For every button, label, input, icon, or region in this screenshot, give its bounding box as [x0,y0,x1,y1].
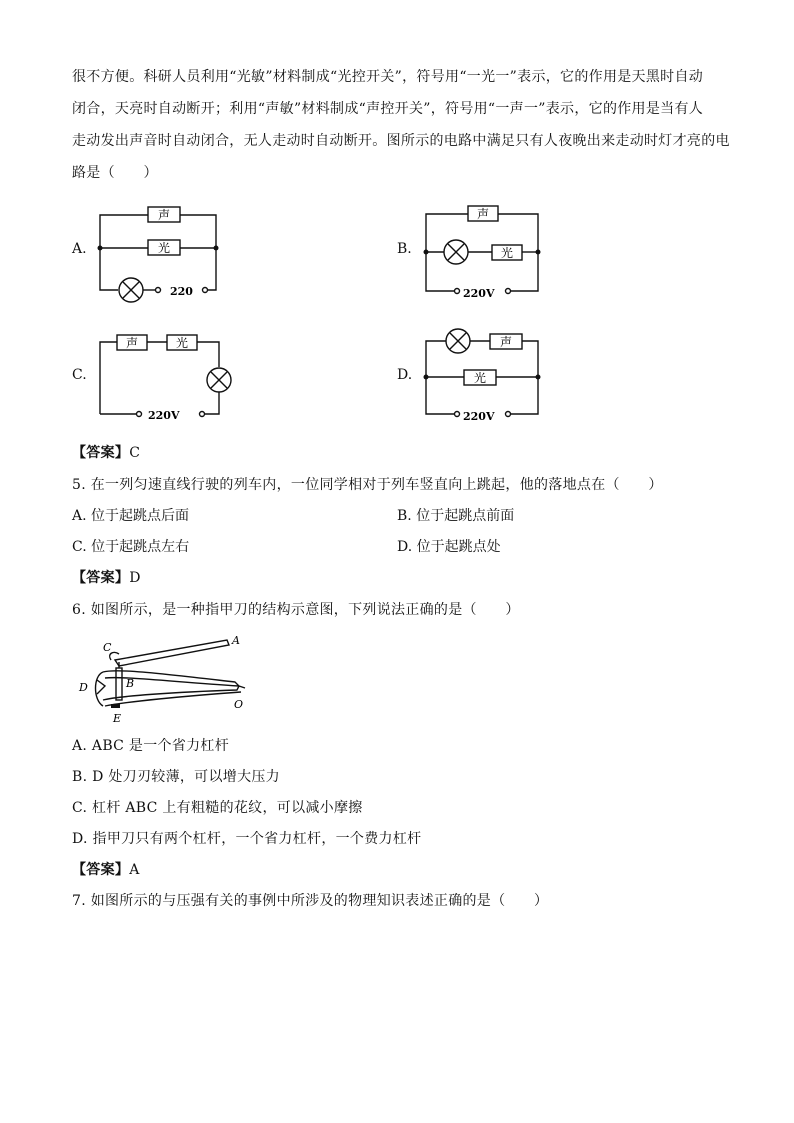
pivot-e-mark [111,704,120,708]
voltage-label: 220V [148,409,180,422]
voltage-label: 220V [463,287,495,300]
nail-clipper-figure [75,630,255,728]
q6-option-c: C. 杠杆 ABC 上有粗糙的花纹，可以减小摩擦 [72,800,363,816]
option-a-label: A. [72,241,87,257]
answer-mark: 【答案】 [72,445,130,461]
q7-stem: 7. 如图所示的与压强有关的事例中所涉及的物理知识表述正确的是（ ） [72,893,549,909]
q5-option-d: D. 位于起跳点处 [397,539,501,555]
q6-option-d: D. 指甲刀只有两个杠杆，一个省力杠杆，一个费力杠杆 [72,831,422,847]
light-switch-label: 光 [473,371,487,385]
circuit-d-figure [420,325,550,425]
answer-mark: 【答案】 [72,862,130,878]
circuit-c-figure [95,330,245,425]
answer-value: D [129,570,141,586]
light-switch-label: 光 [175,336,189,350]
light-switch-label: 光 [157,241,171,255]
q5-option-b: B. 位于起跳点前面 [397,508,515,524]
label-o: O [234,698,244,711]
answer-value: C [129,445,141,461]
junction-dot [214,246,219,251]
junction-dot [536,250,541,255]
label-c: C [103,641,112,654]
sound-switch-label: 声 [157,208,171,222]
sound-switch-label: 声 [125,336,139,350]
sound-switch-label: 声 [476,207,490,221]
junction-dot [424,375,429,380]
label-a: A [232,634,240,647]
option-c-label: C. [72,367,87,383]
circuit-b-figure [420,200,550,300]
intro-line-2: 闭合，天亮时自动断开；利用“声敏”材料制成“声控开关”，符号用“一声一”表示，它的作用是当有人 [72,101,704,117]
label-d: D [79,681,88,694]
q5-option-a: A. 位于起跳点后面 [72,508,190,524]
q6-stem: 6. 如图所示，是一种指甲刀的结构示意图，下列说法正确的是（ ） [72,602,520,618]
intro-line-1: 很不方便。科研人员利用“光敏”材料制成“光控开关”，符号用“一光一”表示，它的作用是天黑时自动 [72,69,704,85]
q5-option-c: C. 位于起跳点左右 [72,539,190,555]
option-d-label: D. [397,367,413,383]
intro-line-4: 路是（ ） [72,165,158,181]
answer-value: A [129,862,140,878]
light-switch-label: 光 [500,246,514,260]
intro-line-3: 走动发出声音时自动闭合，无人走动时自动断开。图所示的电路中满足只有人夜晚出来走动时灯才亮的电 [72,133,730,149]
q6-option-b: B. D 处刀刃较薄，可以增大压力 [72,769,280,785]
option-b-label: B. [397,241,412,257]
q6-answer [72,859,140,879]
q6-option-a: A. ABC 是一个省力杠杆 [72,738,230,754]
q4-answer [72,442,140,462]
junction-dot [536,375,541,380]
q5-answer [72,567,141,587]
answer-mark: 【答案】 [72,570,130,586]
q5-stem: 5. 在一列匀速直线行驶的列车内，一位同学相对于列车竖直向上跳起，他的落地点在（ ） [72,477,663,493]
voltage-label: 220 [170,285,193,298]
junction-dot [424,250,429,255]
junction-dot [98,246,103,251]
circuit-a-figure [90,195,230,305]
sound-switch-label: 声 [499,335,513,349]
label-b: B [126,677,135,690]
label-e: E [113,712,122,725]
voltage-label: 220V [463,410,495,423]
